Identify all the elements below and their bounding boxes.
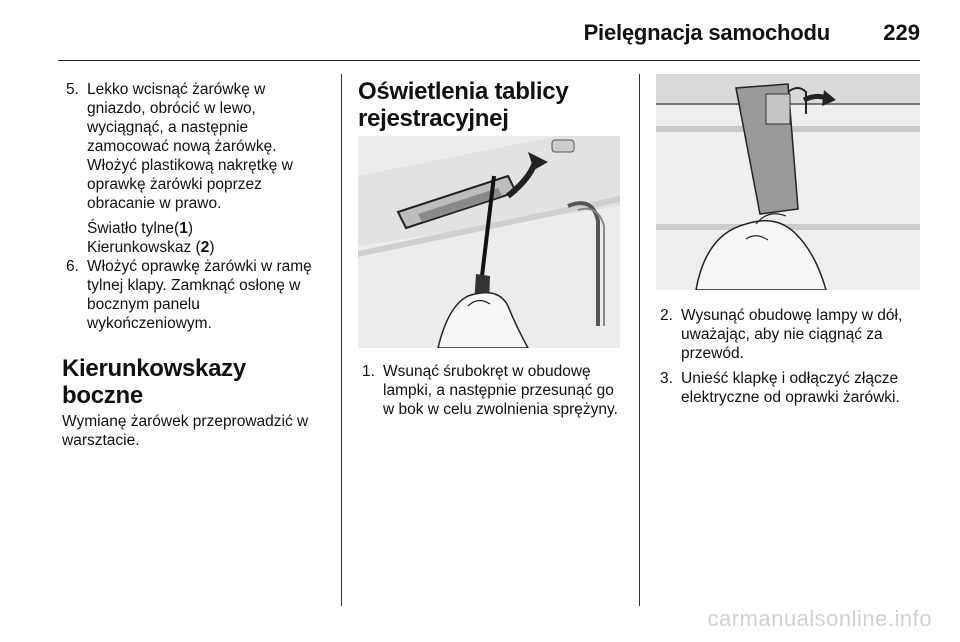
column-divider-right (639, 74, 640, 606)
section-heading: Kierunkowskazy boczne (62, 355, 246, 409)
watermark: carmanualsonline.info (707, 606, 932, 631)
step-number: 5. (66, 81, 79, 98)
section-body: Wymianę żarówek przeprowadzić w warsztacie. (62, 413, 309, 449)
middle-column-steps (358, 362, 626, 425)
page-number: 229 (883, 20, 920, 45)
step-text: Włożyć oprawkę żarówki w ramę tylnej klapy. Zamknąć osłonę w bocznym panelu wykończeniowym. (87, 258, 312, 332)
lamp-housing-illustration (656, 74, 920, 290)
step-1 (358, 362, 626, 419)
note-indicator: Kierunkowskaz (2) (87, 239, 215, 256)
step-text: Unieść klapkę i odłączyć złącze elektryczne od oprawki żarówki. (681, 370, 900, 406)
step-text: Lekko wcisnąć żarówkę w gniazdo, obrócić w lewo, wyciągnąć, a następnie zamocować nową żarówkę. (87, 81, 277, 155)
license-plate-lamp-illustration (358, 136, 620, 348)
note-tail-light: Światło tylne(1) (87, 220, 193, 237)
step-text: Wsunąć śrubokręt w obudowę lampki, a następnie przesunąć go w bok w celu zwolnienia sprężyny. (383, 363, 618, 418)
step-6 (62, 257, 327, 333)
step-number: 6. (66, 258, 79, 275)
step-2 (656, 306, 924, 363)
step-number: 1. (362, 363, 375, 380)
step-3 (656, 369, 924, 407)
step-text: Wysunąć obudowę lampy w dół, uważając, aby nie ciągnąć za przewód. (681, 307, 903, 362)
step-number: 2. (660, 307, 673, 324)
left-column (62, 80, 327, 450)
step-text: Włożyć plastikową nakrętkę w oprawkę żarówki poprzez obracanie w prawo. (87, 157, 293, 212)
step-number: 3. (660, 370, 673, 387)
column-divider-left (341, 74, 342, 606)
section-heading: Oświetlenia tablicy rejestracyjnej (358, 78, 569, 132)
page-header-title: Pielęgnacja samochodu (583, 20, 830, 45)
header-rule (58, 60, 920, 61)
step-5 (62, 80, 327, 213)
right-column (656, 306, 924, 413)
middle-column (358, 78, 626, 132)
